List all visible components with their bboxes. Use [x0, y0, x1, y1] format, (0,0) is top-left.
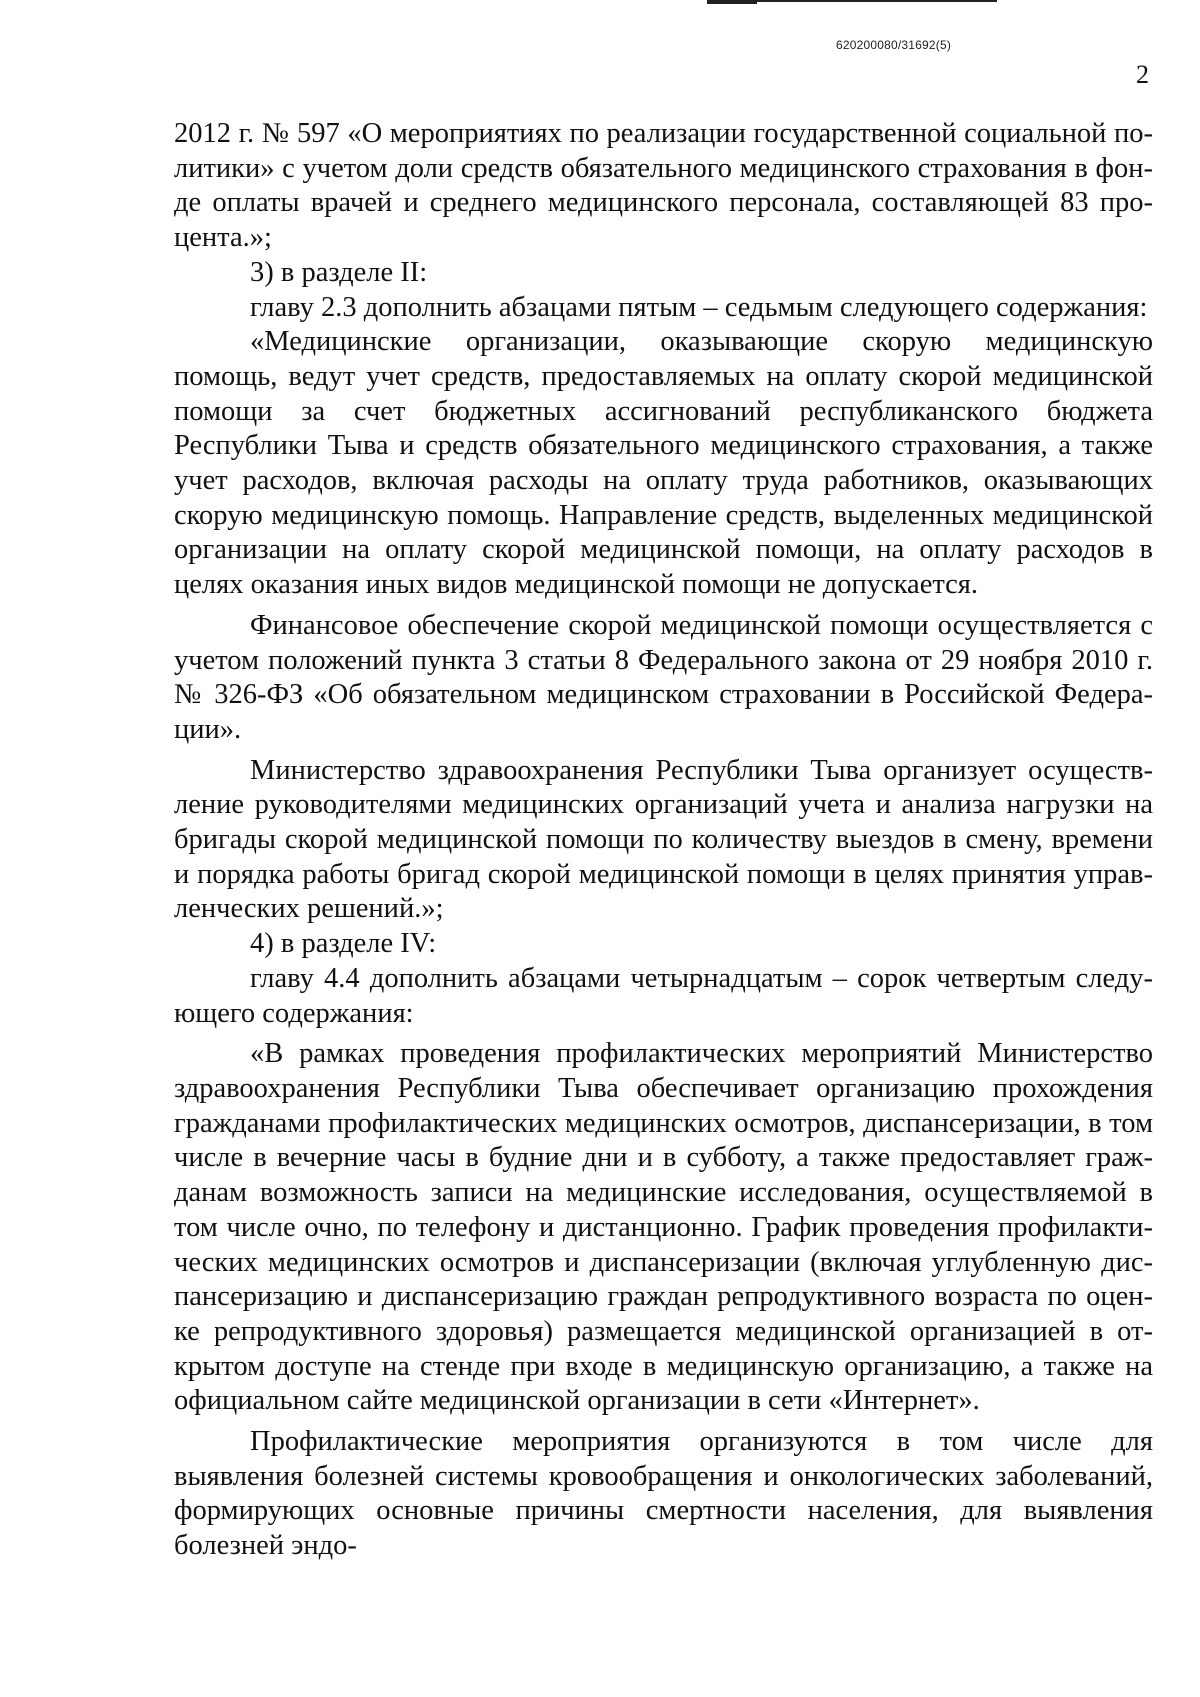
paragraph-section-ii: 3) в разделе II: [250, 256, 428, 288]
paragraph-chapter-2-3: главу 2.3 дополнить абзацами пятым – седьмым следующего содержания: [250, 291, 1148, 323]
top-rule-accent [707, 2, 757, 4]
paragraph-ambulance-accounting: «Медицинские организации, оказывающие скорую медицинскую помощь, ведут учет средств, предоставляемых на оплату скорой медицинской помощи за счет бюджетных ассигнований республиканского бюджета Республики Тыва и средств обязательного медицинского страхования, а также учет расходов, включая расходы на оплату труда работников, оказывающих скорую медицинскую помощь. Направление средств, выделенных медицинской организации на оплату скорой медицинской помощи, на оплату расходов в целях оказания иных видов медицинской помощи не допускается. [174, 326, 1153, 601]
paragraph-ambulance-financing: Финансовое обеспечение скорой медицинской помощи осуществляется с учетом положений пункта 3 статьи 8 Федерального закона от 29 ноября 2010 г. № 326-ФЗ «Об обязательном медицинском страховании в Российской Федерации». [174, 609, 1153, 745]
document-body [174, 117, 1153, 1564]
paragraph-continuation: 2012 г. № 597 «О мероприятиях по реализации государственной социальной политики» с учетом доли средств обязательного медицинского страхования в фонде оплаты врачей и среднего медицинского персонала, составляющей 83 процента.»; [174, 118, 1153, 254]
paragraph-ministry-analysis: Министерство здравоохранения Республики Тыва организует осуществление руководителями медицинских организаций учета и анализа нагрузки на бригады скорой медицинской помощи по количеству выездов в смену, времени и порядка работы бригад скорой медицинской помощи в целях принятия управленческих решений.»; [174, 754, 1153, 925]
page-number: 2 [1136, 60, 1149, 89]
document-code: 620200080/31692(5) [836, 38, 952, 52]
paragraph-section-iv: 4) в разделе IV: [250, 928, 437, 960]
paragraph-preventive-measures: «В рамках проведения профилактических мероприятий Министерство здравоохранения Республики Тыва обеспечивает организацию прохождения гражданами профилактических медицинских осмотров, диспансеризации, в том числе в вечерние часы в будние дни и в субботу, а также предоставляет гражданам возможность записи на медицинские исследования, осуществляемой в том числе очно, по телефону и дистанционно. График проведения профилактических медицинских осмотров и диспансеризации (включая углубленную диспансеризацию и диспансеризацию граждан репродуктивного возраста по оценке репродуктивного здоровья) размещается медицинской организацией в открытом доступе на стенде при входе в медицинскую организацию, а также на официальном сайте медицинской организации в сети «Интернет». [174, 1038, 1153, 1417]
paragraph-preventive-detection: Профилактические мероприятия организуются в том числе для выявления болезней системы кровообращения и онкологических заболеваний, формирующих основные причины смертности населения, для выявления болезней эндо- [174, 1426, 1153, 1562]
paragraph-chapter-4-4: главу 4.4 дополнить абзацами четырнадцатым – сорок четвертым следующего содержания: [174, 962, 1153, 1029]
